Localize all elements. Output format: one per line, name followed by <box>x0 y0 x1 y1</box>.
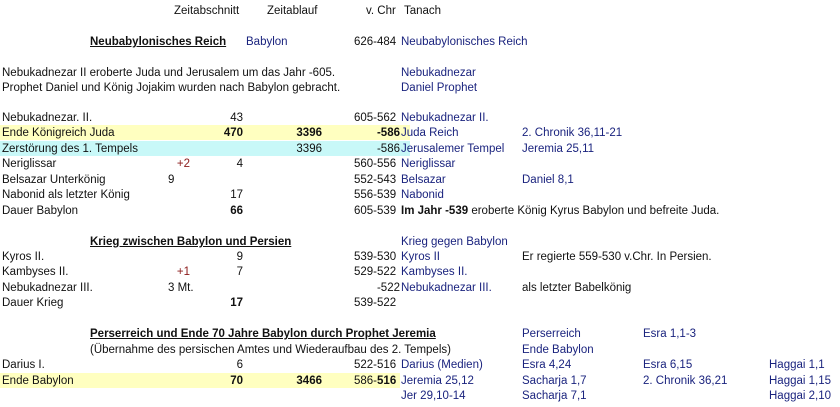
intro-line: Prophet Daniel und König Jojakim wurden nach Babylon gebracht. <box>2 82 341 94</box>
row-years: 470 <box>223 127 243 139</box>
row-label: Dauer Krieg <box>2 297 64 309</box>
row-note-rest: eroberte König Kyrus Babylon und befreite Juda. <box>468 205 720 217</box>
row-date-end: 516 <box>377 375 397 387</box>
row-ref3: Haggai 1,15 <box>769 375 832 387</box>
row-tanach: Juda Reich <box>401 127 459 139</box>
row-years: 17 <box>230 297 243 309</box>
row-ref2: 2. Chronik 36,21 <box>643 375 728 387</box>
row-years: 7 <box>236 266 243 278</box>
row-label: Darius I. <box>2 359 45 371</box>
row-date: 529-522 <box>354 266 397 278</box>
row-years: 17 <box>230 189 243 201</box>
section-col-esra: Esra 1,1-3 <box>643 328 697 340</box>
row-tanach: Neriglissar <box>401 158 456 170</box>
row-years: 6 <box>236 359 243 371</box>
row-label: Nebukadnezar. II. <box>2 112 93 124</box>
row-label: Nebukadnezar III. <box>2 282 93 294</box>
section-title-krieg: Krieg zwischen Babylon und Persien <box>90 236 292 248</box>
row-date: 556-539 <box>354 189 397 201</box>
section-title-perser: Perserreich und Ende 70 Jahre Babylon durch Prophet Jeremia <box>90 328 436 340</box>
row-note <box>401 204 719 219</box>
row-ref: Esra 4,24 <box>522 359 572 371</box>
row-ref: Daniel 8,1 <box>522 174 574 186</box>
row-label: Nabonid als letzter König <box>2 189 130 201</box>
row-ref: Er regierte 559-530 v.Chr. In Persien. <box>522 251 712 263</box>
row-tanach: Darius (Medien) <box>401 359 483 371</box>
row-date: -586 <box>376 127 400 139</box>
row-label: Kyros II. <box>2 251 45 263</box>
row-label: Ende Königreich Juda <box>2 127 115 139</box>
row-label: Neriglissar <box>2 158 57 170</box>
section-tanach-krieg: Krieg gegen Babylon <box>401 236 508 248</box>
row-years: 9 <box>236 251 243 263</box>
row-label: Dauer Babylon <box>2 205 79 217</box>
intro-tanach: Nebukadnezar <box>401 67 476 79</box>
row-tanach: Nabonid <box>401 189 444 201</box>
row-tanach: Jeremia 25,12 <box>401 375 474 387</box>
row-ref2: Esra 6,15 <box>643 359 693 371</box>
row-label: Belsazar Unterkönig <box>2 174 106 186</box>
row-delta: +1 <box>176 266 190 278</box>
section-subtitle-perser: (Übernahme des persischen Amtes und Wiederaufbau des 2. Tempels) <box>90 344 451 356</box>
row-years: 3 Mt. <box>168 282 194 294</box>
row-ref: als letzter Babelkönig <box>522 282 632 294</box>
intro-line: Nebukadnezar II eroberte Juda und Jerusalem um das Jahr -605. <box>2 67 336 79</box>
header-tanach: Tanach <box>404 5 442 17</box>
intro-tanach: Daniel Prophet <box>401 82 478 94</box>
row-ref: Sacharja 1,7 <box>522 375 587 387</box>
row-years: 4 <box>236 158 243 170</box>
header-period: Zeitabschnitt <box>174 5 240 17</box>
row-years: 9 <box>168 174 175 186</box>
row-years: 66 <box>230 205 243 217</box>
section-col-perserreich: Perserreich <box>522 328 581 340</box>
section-note-babylon: Babylon <box>246 36 288 48</box>
row-tanach: Jerusalemer Tempel <box>401 143 505 155</box>
row-date: 605-562 <box>354 112 397 124</box>
row-date: 560-556 <box>354 158 397 170</box>
row-date <box>354 374 396 389</box>
row-ref: Sacharja 7,1 <box>522 390 587 402</box>
row-label: Ende Babylon <box>2 375 74 387</box>
header-duration: Zeitablauf <box>267 5 318 17</box>
row-date: 605-539 <box>354 205 397 217</box>
row-tanach: Nebukadnezar II. <box>401 112 489 124</box>
section-col-ende-babylon: Ende Babylon <box>522 344 594 356</box>
row-total: 3396 <box>296 143 322 155</box>
row-years: 43 <box>230 112 243 124</box>
row-date: 522-516 <box>354 359 397 371</box>
row-ref: Jeremia 25,11 <box>522 143 595 155</box>
row-date: -522 <box>376 282 400 294</box>
row-tanach: Jer 29,10-14 <box>401 390 466 402</box>
header-date: v. Chr <box>366 5 396 17</box>
row-delta: +2 <box>176 158 190 170</box>
section-range: 626-484 <box>354 36 397 48</box>
row-date: 539-522 <box>354 297 397 309</box>
row-tanach: Kyros II <box>401 251 440 263</box>
row-date: -586 <box>376 143 400 155</box>
row-years: 70 <box>230 375 243 387</box>
row-total: 3396 <box>296 127 322 139</box>
row-ref3: Haggai 2,10 <box>769 390 832 402</box>
row-tanach: Belsazar <box>401 174 446 186</box>
row-ref: 2. Chronik 36,11-21 <box>522 127 623 139</box>
row-total: 3466 <box>296 375 322 387</box>
row-label: Kambyses II. <box>2 266 69 278</box>
row-tanach: Nebukadnezar III. <box>401 282 492 294</box>
row-label: Zerstörung des 1. Tempels <box>2 143 138 155</box>
row-tanach: Kambyses II. <box>401 266 468 278</box>
row-note-bold: Im Jahr -539 <box>401 205 469 217</box>
row-date: 539-530 <box>354 251 397 263</box>
section-title-neubabylon: Neubabylonisches Reich <box>90 36 227 48</box>
row-date-start: 586- <box>354 375 378 387</box>
section-tanach-neubabylon: Neubabylonisches Reich <box>401 36 528 48</box>
row-ref3: Haggai 1,1 <box>769 359 825 371</box>
row-date: 552-543 <box>354 174 397 186</box>
